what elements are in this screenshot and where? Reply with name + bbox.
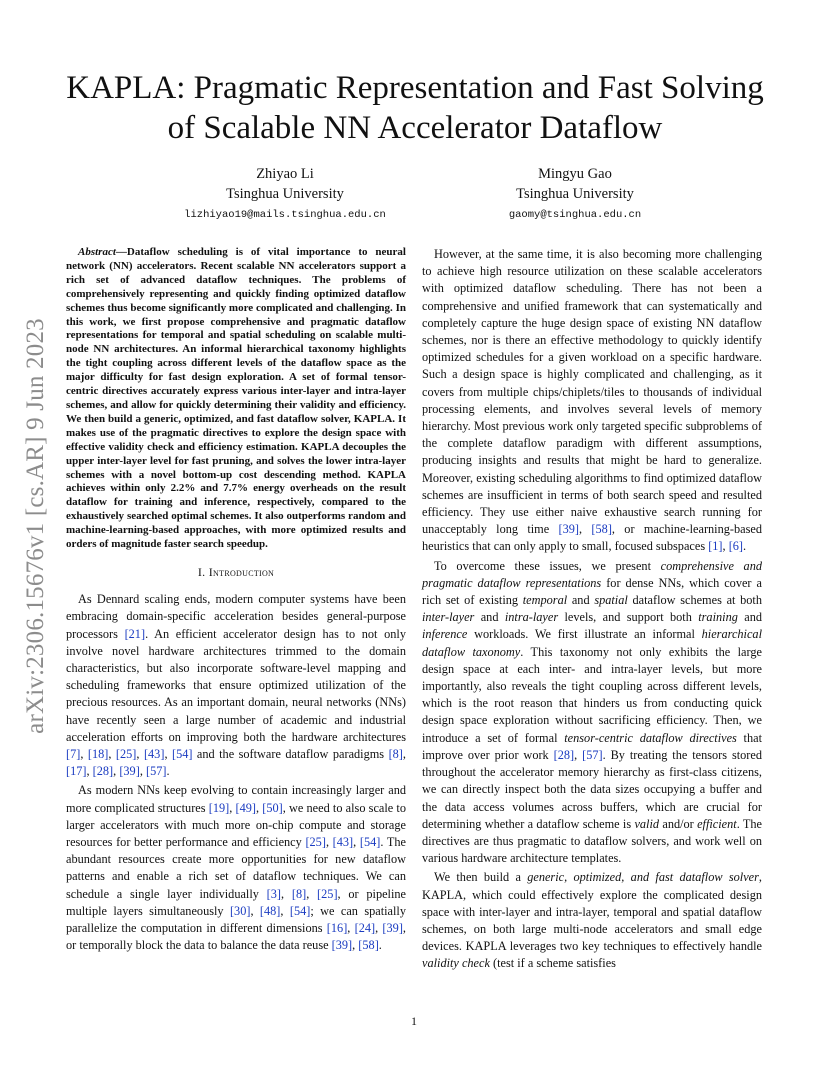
paragraph-text: . The abundant resources create more opportunities for new dataflow patterns and enable a rich set of dataflow techniques. We can schedule a single layer individually — [66, 834, 406, 901]
citation-link[interactable]: [1] — [708, 539, 723, 554]
emphasis-text: valid — [634, 816, 660, 831]
paragraph-text: , — [139, 764, 146, 779]
paragraph-text: We then build a — [434, 870, 528, 885]
body-paragraph — [422, 246, 762, 556]
paragraph-text: . — [166, 764, 170, 779]
emphasis-text: comprehensive and pragmatic dataflow representations — [422, 558, 762, 590]
paragraph-text: and — [567, 593, 595, 608]
paragraph-text: , — [136, 746, 144, 761]
paragraph-text: , — [255, 800, 263, 815]
paragraph-text: , KAPLA, which could effectively explore the complicated design space with inter-layer and intra-layer, temporal and spatial dataflow schemes, on both large multi-node accelerators and small edge devices. KAPLA leverages two key techniques to effectively handle — [422, 870, 762, 954]
abstract-text: —Dataflow scheduling is of vital importance to neural network (NN) accelerators. Recent scalable NN accelerators support a rich set of advanced dataflow techniques. The problems of comprehensively representing and quickly finding optimized dataflow schemes thus become significantly more complicated and challenging. In this work, we first propose comprehensive and pragmatic dataflow representations for temporal and spatial scheduling on scalable multi-node NN architectures. An informal hierarchical taxonomy highlights the tight coupling across different levels of the dataflow space as the major difficulty for fast design exploration. A set of formal tensor-centric directives accurately express various inter-layer and intra-layer schemes, and allow for quickly determining their validity and efficiency. We then build a generic, optimized, and fast dataflow solver, KAPLA. It makes use of the pragmatic directives to explore the design space with effective validity check and efficiency estimation. KAPLA decouples the upper inter-layer level for fast pruning, and solves the lower intra-layer schemes with a novel bottom-up cost descending method. KAPLA achieves within only 2.2% and 7.7% energy overheads on the result dataflow for training and inference, respectively, compared to the exhaustively searched optimal schemes. It also outperforms random and machine-learning-based approaches, with more optimized results and orders of magnitude faster search speedup. — [66, 246, 406, 551]
section-number: I. — [197, 564, 206, 579]
citation-link[interactable]: [21] — [124, 626, 146, 641]
paragraph-text: To overcome these issues, we present — [434, 558, 661, 573]
author-block — [415, 164, 735, 224]
paragraph-text: As modern NNs keep evolving to contain increasingly larger and more complicated structures — [66, 783, 406, 815]
citation-link[interactable]: [24] — [354, 921, 376, 935]
author-email[interactable]: gaomy@tsinghua.edu.cn — [508, 209, 642, 221]
emphasis-text: inter-layer — [422, 610, 475, 625]
right-column — [422, 246, 762, 973]
paragraph-text: , — [574, 747, 583, 762]
page-number: 1 — [411, 1014, 417, 1028]
paragraph-text: . By treating the tensors stored throughout the accelerator memory hierarchy as first-class citizens, we can directly inspect both the data sizes occupying a buffer and the data access volumes across buffers, which are crucial for determining whether a dataflow scheme is — [422, 747, 762, 831]
citation-link[interactable]: [16] — [326, 921, 348, 935]
paragraph-text: and the software dataflow paradigms — [192, 746, 389, 761]
paragraph-text: , — [375, 921, 383, 935]
paragraph-text: , — [722, 539, 729, 554]
section-heading — [66, 564, 406, 581]
citation-link[interactable]: [39] — [119, 764, 140, 779]
paragraph-text: that improve over prior work — [422, 730, 762, 762]
citation-link[interactable]: [25] — [305, 834, 326, 849]
citation-link[interactable]: [25] — [317, 886, 338, 901]
citation-link[interactable]: [58] — [358, 938, 379, 953]
paragraph-text: , — [281, 886, 292, 901]
citation-link[interactable]: [43] — [143, 746, 165, 761]
paragraph-text: , — [579, 522, 592, 537]
paragraph-text: , — [80, 746, 88, 761]
paragraph-text: , — [353, 834, 360, 849]
paragraph-text: , — [108, 746, 116, 761]
citation-link[interactable]: [18] — [87, 746, 109, 761]
paragraph-text: . — [743, 539, 747, 554]
paragraph-text: , we need to also scale to larger accelerators with much more on-chip compute and storage resources for better performance and efficiency — [66, 800, 406, 849]
paragraph-text: for dense NNs, which cover a rich set of existing — [422, 575, 762, 608]
emphasis-text: temporal — [522, 593, 568, 608]
author-block — [125, 164, 445, 224]
paragraph-text: , — [352, 938, 359, 953]
paragraph-text: , — [229, 800, 236, 815]
arxiv-identifier-text: arXiv:2306.15676v1 [cs.AR] 9 Jun 2023 — [22, 318, 50, 734]
paragraph-text: dataflow schemes at both — [627, 593, 762, 608]
citation-link[interactable]: [57] — [145, 764, 167, 779]
paragraph-text: , — [164, 746, 172, 761]
paragraph-text: levels, and support both — [558, 610, 699, 625]
citation-link[interactable]: [19] — [208, 800, 230, 815]
body-paragraph — [66, 591, 406, 780]
emphasis-text: tensor-centric dataflow directives — [564, 730, 737, 745]
paragraph-text: and — [737, 610, 762, 625]
citation-link[interactable]: [39] — [331, 938, 353, 953]
emphasis-text: spatial — [594, 593, 628, 608]
paragraph-text: , — [325, 834, 333, 849]
paragraph-text: (test if a scheme satisfies — [489, 956, 616, 971]
body-paragraph — [422, 869, 762, 972]
paper-title: KAPLA: Pragmatic Representation and Fast Solving of Scalable NN Accelerator Dataflow — [66, 70, 764, 146]
paragraph-text: and/or — [659, 816, 698, 831]
citation-link[interactable]: [17] — [66, 764, 87, 779]
paragraph-text: , — [86, 764, 93, 779]
author-name: Mingyu Gao — [538, 166, 612, 182]
citation-link[interactable]: [6] — [728, 539, 744, 554]
citation-link[interactable]: [25] — [115, 746, 137, 761]
paragraph-text: , — [347, 921, 355, 935]
citation-link[interactable]: [30] — [229, 903, 251, 918]
author-email[interactable]: lizhiyao19@mails.tsinghua.edu.cn — [184, 209, 386, 221]
paragraph-text: , or temporally block the data to balance the data reuse — [66, 921, 406, 953]
abstract-lead: Abstract — [78, 246, 116, 258]
body-paragraph — [66, 782, 406, 954]
citation-link[interactable]: [28] — [92, 764, 114, 779]
section-title: Introduction — [208, 564, 275, 579]
paragraph-text: , or pipeline multiple layers simultaneously — [66, 886, 406, 918]
citation-link[interactable]: [50] — [262, 800, 283, 815]
emphasis-text: inference — [422, 627, 468, 642]
author-affiliation: Tsinghua University — [226, 186, 344, 202]
citation-link[interactable]: [8] — [388, 746, 403, 761]
right-paragraphs — [422, 246, 762, 973]
emphasis-text: generic, optimized, and fast dataflow solver — [527, 870, 759, 885]
citation-link[interactable]: [39] — [558, 522, 580, 537]
citation-link[interactable]: [43] — [332, 834, 354, 849]
abstract — [66, 246, 406, 552]
citation-link[interactable]: [7] — [66, 746, 81, 761]
left-column — [66, 246, 406, 954]
paragraph-text: , — [113, 764, 120, 779]
emphasis-text: intra-layer — [504, 610, 559, 625]
citation-link[interactable]: [39] — [382, 921, 403, 935]
paragraph-text: . The directives are thus pragmatic to dataflow solvers, and work well on various hardware architecture templates. — [422, 816, 762, 866]
paragraph-text: workloads. We first illustrate an informal — [467, 627, 702, 642]
emphasis-text: validity check — [422, 956, 490, 971]
citation-link[interactable]: [54] — [359, 834, 381, 849]
paragraph-text: , — [306, 886, 318, 901]
citation-link[interactable]: [58] — [591, 522, 612, 537]
emphasis-text: efficient — [697, 816, 737, 831]
author-affiliation: Tsinghua University — [516, 186, 634, 202]
citation-link[interactable]: [8] — [291, 886, 307, 901]
paragraph-text: . An efficient accelerator design has to not only involve novel hardware architectures trimmed to the domain characteristics, but also incorporate software-level mapping and scheduling frameworks that ensure optimized utilization of the precious resources. As an important domain, neural networks (NNs) have recently seen a large number of academic and industrial acceleration efforts on improving both the hardware architectures — [66, 626, 406, 744]
paragraph-text: . — [378, 938, 382, 953]
paragraph-text: . This taxonomy not only exhibits the large design space at each inter- and intra-layer levels, but more importantly, also reveals the tight coupling across different levels, which is the root reason that hinders us from conducting quick design space exploration without sacrificing efficiency. Then, we introduce a set of formal — [422, 644, 762, 745]
arxiv-identifier — [21, 296, 51, 756]
left-paragraphs — [66, 591, 406, 954]
paragraph-text: , — [250, 903, 260, 918]
citation-link[interactable]: [57] — [582, 747, 603, 762]
emphasis-text: hierarchical dataflow taxonomy — [422, 627, 762, 659]
paragraph-text: ; we can spatially parallelize the computation in different dimensions — [66, 903, 406, 935]
paragraph-text: , — [280, 903, 290, 918]
citation-link[interactable]: [48] — [259, 903, 281, 918]
paragraph-text: As Dennard scaling ends, modern computer systems have been embracing domain-specific acceleration besides general-purpose processors — [66, 592, 406, 641]
author-name: Zhiyao Li — [256, 166, 314, 182]
paragraph-text: However, at the same time, it is also becoming more challenging to achieve high resource utilization on these scalable accelerators with optimized dataflow scheduling. There has not been a comprehensive and unified framework that can systematically and completely capture the huge design space of existing NN dataflow schemes, nor is there an effective methodology to quickly identify optimized schedules for a given workload on a specific hardware. Such a design space is highly complicated and challenging, as it covers from multiple chips/chiplets/tiles to thousands of individual processing elements, and involves several levels of memory hierarchy. Most previous work only targeted specific subproblems of the complete dataflow paradigm with different assumptions, producing insights and results that might be hard to generalize. Moreover, existing scheduling algorithms to find optimized dataflow schemes are insufficient in terms of both search speed and resulted efficiency. They use either naive exhaustive search running for unacceptably long time — [422, 247, 762, 537]
citation-link[interactable]: [54] — [289, 903, 311, 918]
body-paragraph — [422, 558, 762, 868]
paragraph-text: , or machine-learning-based heuristics that can only apply to small, focused subspaces — [422, 522, 762, 554]
citation-link[interactable]: [28] — [553, 747, 575, 762]
emphasis-text: training — [698, 610, 738, 625]
citation-link[interactable]: [49] — [235, 800, 256, 815]
paragraph-text: , — [402, 746, 406, 761]
paragraph-text: and — [474, 610, 505, 625]
citation-link[interactable]: [54] — [171, 746, 193, 761]
citation-link[interactable]: [3] — [266, 886, 282, 901]
